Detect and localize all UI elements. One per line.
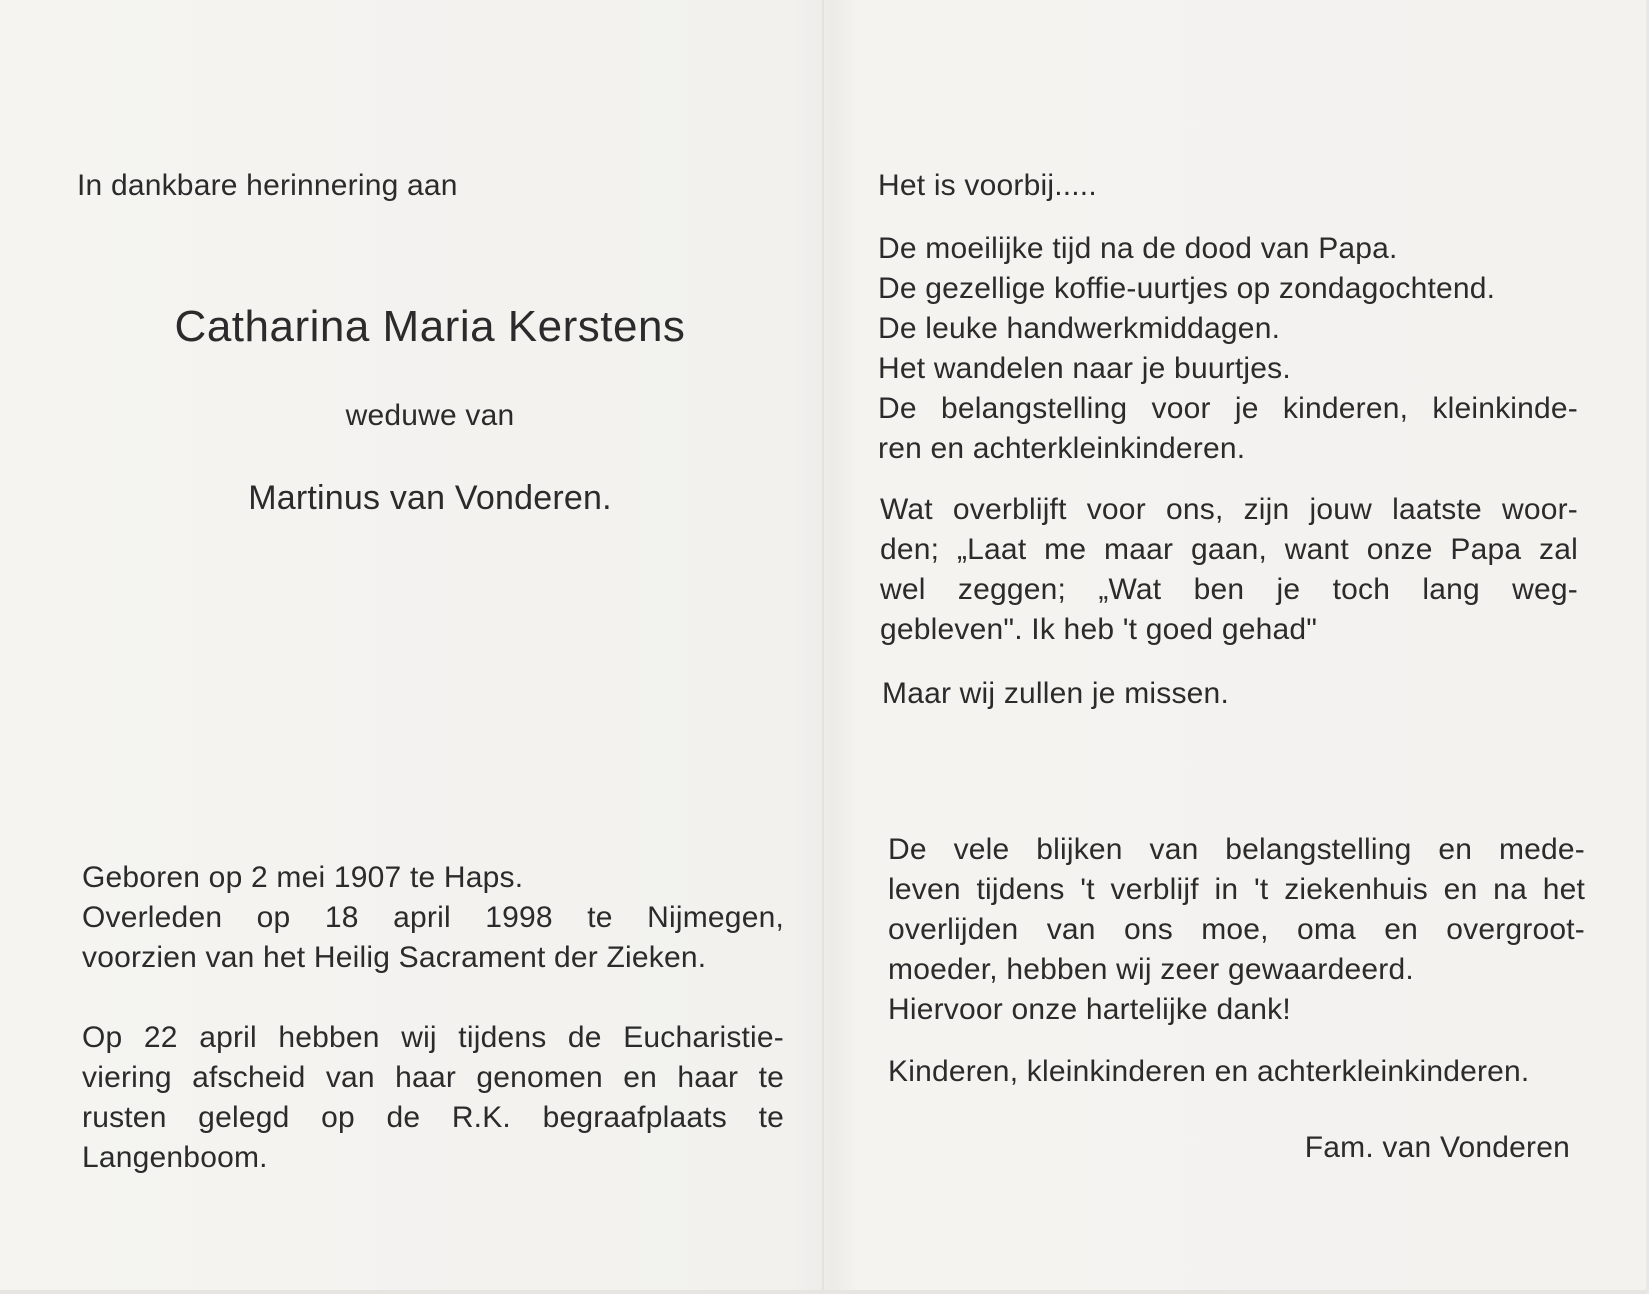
memory-line: De moeilijke tijd na de dood van Papa. [878,232,1398,265]
opening-text: Het is voorbij..... [878,169,1097,202]
thanks-line: leven tijdens 't verblijf in 't ziekenhuis en na het [888,873,1585,906]
funeral-paragraph [82,1018,784,1178]
died-line: Overleden op 18 april 1998 te Nijmegen, [82,901,784,934]
funeral-line: viering afscheid van haar genomen en haar te [82,1061,784,1094]
memory-line: De belangstelling voor je kinderen, kleinkinde- [878,392,1578,425]
memory-line: Het wandelen naar je buurtjes. [878,352,1291,385]
memories-paragraph [878,229,1495,389]
thanks-line: De vele blijken van belangstelling en mede- [888,833,1585,866]
interest-paragraph [878,389,1578,469]
thanks-line: overlijden van ons moe, oma en overgroot- [888,913,1585,946]
funeral-line: Op 22 april hebben wij tijdens de Eucharistie- [82,1021,784,1054]
memory-line: ren en achterkleinkinderen. [878,432,1246,465]
thanks-line: moeder, hebben wij zeer gewaardeerd. [888,953,1414,986]
intro-text: In dankbare herinnering aan [77,169,458,202]
last-words-line: gebleven". Ik heb 't goed gehad" [880,613,1318,646]
signature: Fam. van Vonderen [1304,1131,1570,1164]
thanks-line: Hiervoor onze hartelijke dank! [888,993,1291,1026]
deceased-name: Catharina Maria Kerstens [174,302,686,351]
memory-line: De leuke handwerkmiddagen. [878,312,1281,345]
died-paragraph [82,898,784,978]
widow-of-text: weduwe van [345,399,515,432]
last-words-line: den; „Laat me maar gaan, want onze Papa zal [880,533,1578,566]
missing-text: Maar wij zullen je missen. [882,677,1229,710]
memory-line: De gezellige koffie-uurtjes op zondagochtend. [878,272,1496,305]
last-words-line: wel zeggen; „Wat ben je toch lang weg- [880,573,1578,606]
card-fold-line [822,0,824,1294]
funeral-line: rusten gelegd op de R.K. begraafplaats te [82,1101,784,1134]
born-line: Geboren op 2 mei 1907 te Haps. [82,861,524,894]
family-line: Kinderen, kleinkinderen en achterkleinkinderen. [888,1055,1530,1088]
card-bottom-edge [0,1290,1649,1294]
last-words-line: Wat overblijft voor ons, zijn jouw laatste woor- [880,493,1578,526]
funeral-line: Langenboom. [82,1141,268,1174]
died-line: voorzien van het Heilig Sacrament der Zieken. [82,941,707,974]
husband-name: Martinus van Vonderen. [248,479,612,517]
thanks-paragraph [888,830,1585,1030]
last-words-paragraph [880,490,1578,650]
